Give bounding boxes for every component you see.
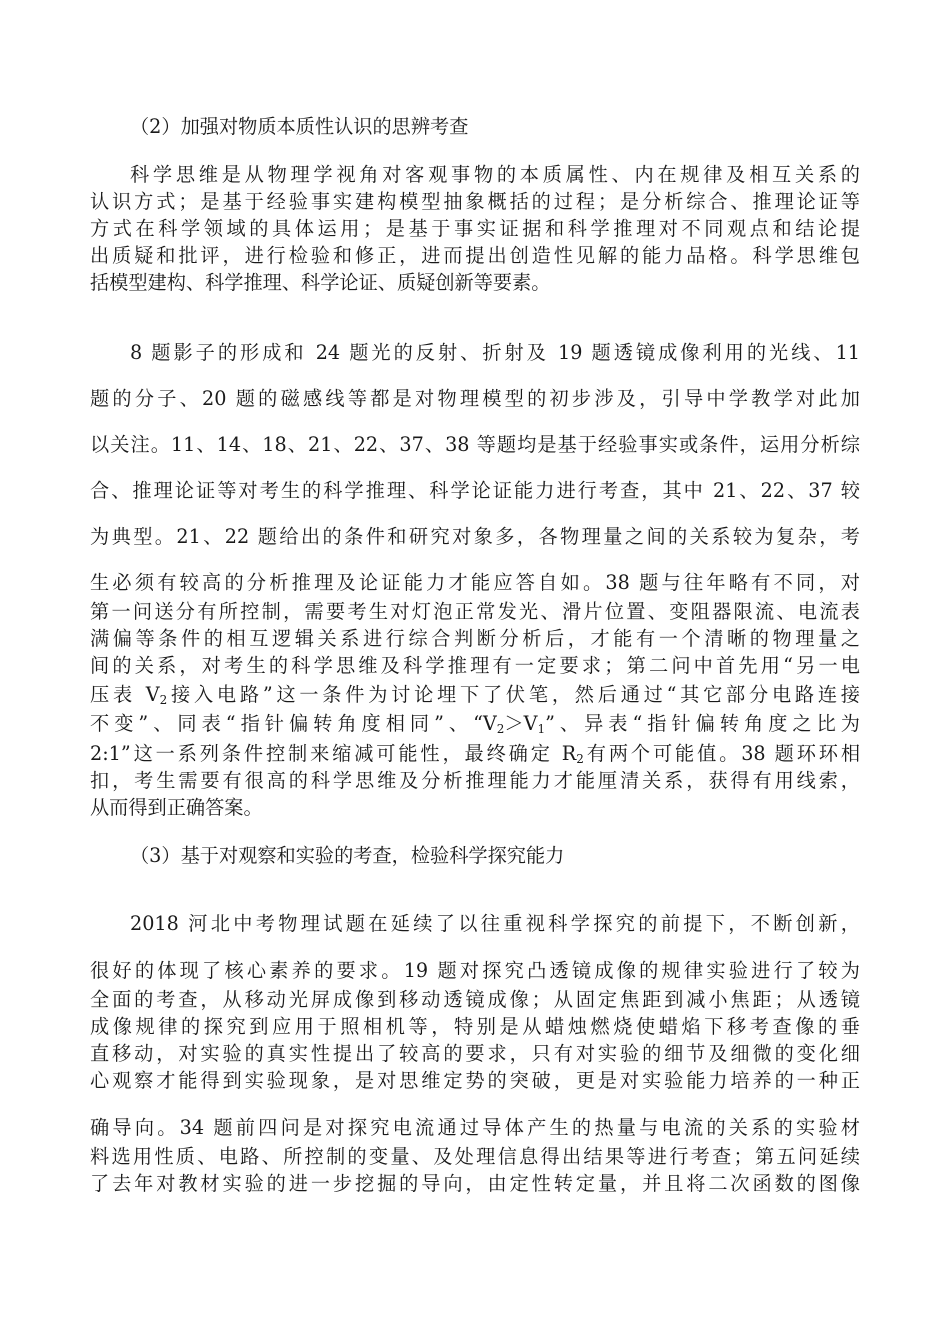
subscript: 2 [496, 722, 505, 736]
para3-line: 料选用性质、电路、所控制的变量、及处理信息得出结果等进行考查；第五问延续 [90, 1145, 860, 1168]
para1-line: 科学思维是从物理学视角对客观事物的本质属性、内在规律及相互关系的 [130, 163, 860, 186]
para3-line: 全面的考查，从移动光屏成像到移动透镜成像；从固定焦距到减小焦距；从透镜 [90, 988, 860, 1011]
para3-line: 很好的体现了核心素养的要求。19 题对探究凸透镜成像的规律实验进行了较为 [90, 959, 860, 982]
para3-line: 直移动，对实验的真实性提出了较高的要求，只有对实验的细节及细微的变化细 [90, 1042, 860, 1065]
para1-line: 括模型建构、科学推理、科学论证、质疑创新等要素。 [90, 271, 551, 294]
subscript: 2 [576, 752, 584, 766]
text-segment: 有两个可能值。38 题环环相 [583, 742, 861, 765]
para2-line: 满偏等条件的相互逻辑关系进行综合判断分析后，才能有一个清晰的物理量之 [90, 627, 860, 650]
para2-line: 8 题影子的形成和 24 题光的反射、折射及 19 题透镜成像利用的光线、11 [130, 341, 860, 364]
para1-line: 出质疑和批评，进行检验和修正，进而提出创造性见解的能力品格。科学思维包 [90, 244, 860, 267]
para3-line: 成像规律的探究到应用于照相机等，特别是从蜡烛燃烧使蜡焰下移考查像的垂 [90, 1015, 860, 1038]
section-heading-2: （2）加强对物质本质性认识的思辨考查 [130, 115, 469, 138]
text-segment: 2:1”这一系列条件控制来缩减可能性，最终确定 R [90, 742, 577, 765]
text-segment: 接入电路”这一条件为讨论埋下了伏笔，然后通过“其它部分电路连接 [167, 683, 860, 706]
para2-line: 生必须有较高的分析推理及论证能力才能应答自如。38 题与往年略有不同，对 [90, 571, 860, 594]
para2-line: 题的分子、20 题的磁感线等都是对物理模型的初步涉及，引导中学教学对此加 [90, 387, 860, 410]
text-segment: 压表 V [90, 683, 160, 706]
para2-line: 第一问送分有所控制，需要考生对灯泡正常发光、滑片位置、变阻器限流、电流表 [90, 600, 860, 623]
para3-line: 确导向。34 题前四问是对探究电流通过导体产生的热量与电流的关系的实验材 [90, 1116, 860, 1139]
para2-line: 扣，考生需要有很高的科学思维及分析推理能力才能厘清关系，获得有用线索， [90, 769, 860, 792]
text-segment: ”、异表“指针偏转角度之比为 [545, 712, 860, 735]
para3-line: 2018 河北中考物理试题在延续了以往重视科学探究的前提下，不断创新， [130, 912, 860, 935]
subscript: 2 [159, 693, 168, 707]
para2-line: 间的关系，对考生的科学思维及科学推理有一定要求；第二问中首先用“另一电 [90, 654, 860, 677]
subscript: 1 [537, 722, 546, 736]
para2-line: 为典型。21、22 题给出的条件和研究对象多，各物理量之间的关系较为复杂，考 [90, 525, 860, 548]
text-segment: ＞V [504, 712, 538, 735]
para2-line: 以关注。11、14、18、21、22、37、38 等题均是基于经验事实或条件，运用分析综 [90, 433, 860, 456]
para1-line: 方式在科学领域的具体运用；是基于事实证据和科学推理对不同观点和结论提 [90, 217, 860, 240]
text-segment: 不变”、同表“指针偏转角度相同”、“V [90, 712, 497, 735]
section-heading-3: （3）基于对观察和实验的考查，检验科学探究能力 [130, 844, 565, 867]
para3-line: 了去年对教材实验的进一步挖掘的导向，由定性转定量，并且将二次函数的图像 [90, 1172, 860, 1195]
para2-line: 从而得到正确答案。 [90, 796, 263, 819]
para2-line: 合、推理论证等对考生的科学推理、科学论证能力进行考查，其中 21、22、37 较 [90, 479, 860, 502]
para3-line: 心观察才能得到实验现象，是对思维定势的突破，更是对实验能力培养的一种正 [90, 1069, 860, 1092]
para1-line: 认识方式；是基于经验事实建构模型抽象概括的过程；是分析综合、推理论证等 [90, 190, 860, 213]
